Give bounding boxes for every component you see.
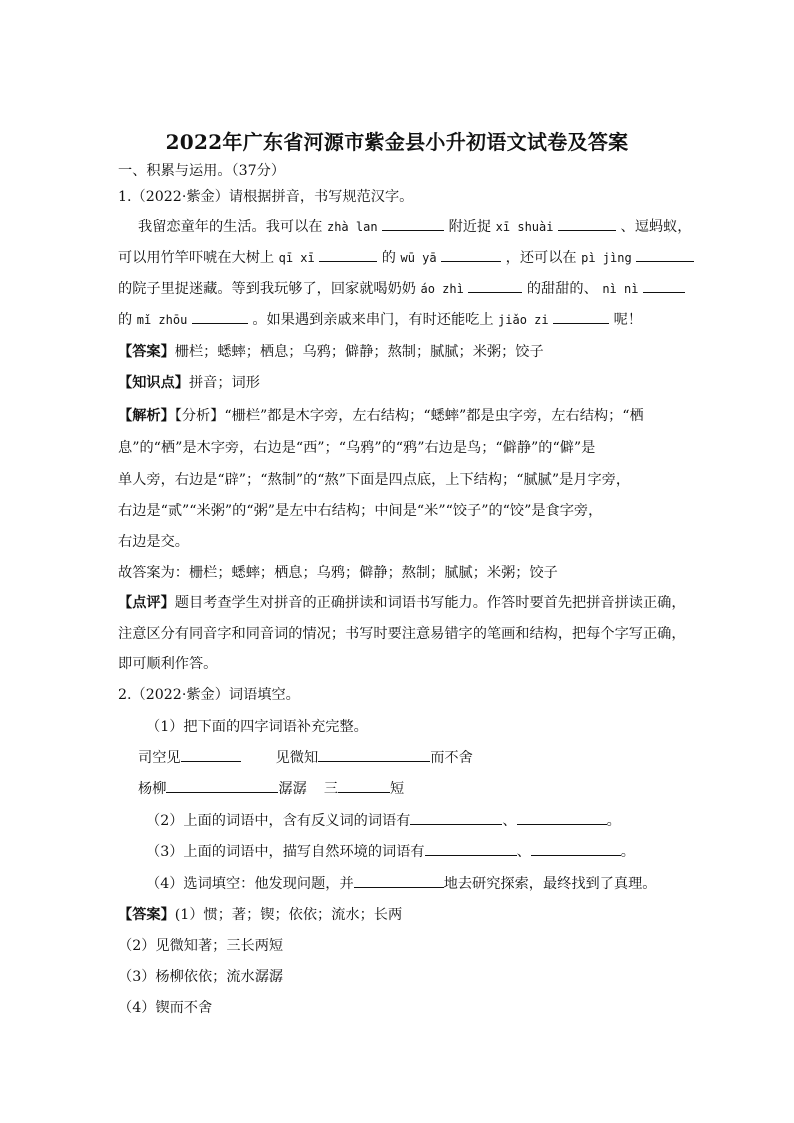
answer-blank[interactable] <box>410 812 502 825</box>
idiom-blank[interactable] <box>318 749 430 762</box>
knowledge-label: 【知识点】 <box>118 375 189 391</box>
pinyin-mizhou: mǐ zhōu <box>136 313 188 327</box>
q1-text: 的 <box>118 312 133 328</box>
sub-question-text: （4）选词填空：他发现问题，并 <box>146 876 354 892</box>
q2-sub-4 <box>146 875 656 893</box>
q1-text: 我留恋童年的生活。我可以在 <box>138 219 323 235</box>
knowledge-text: 拼音；词形 <box>188 375 260 391</box>
idiom-blank[interactable] <box>181 749 241 762</box>
q2-sub-3 <box>146 843 635 861</box>
idiom-blank[interactable] <box>338 780 390 793</box>
q1-text: 的院子里捉迷藏。等到我玩够了，回家就喝奶奶 <box>118 281 416 297</box>
pinyin-jiaozi: jiǎo zi <box>498 313 549 327</box>
blank-nini[interactable] <box>643 280 685 293</box>
answer-label: 【答案】 <box>118 907 175 923</box>
section-heading: 一、积累与运用。（37分） <box>118 163 286 179</box>
analysis-text: 【分析】“栅栏”都是木字旁，左右结构；“蟋蟀”都是虫字旁，左右结构；“栖 <box>174 408 644 424</box>
q2-idiom-row-2 <box>138 780 404 798</box>
q1-analysis-line-4: 右边是“贰”“米粥”的“粥”是左中右结构；中间是“米”“饺子”的“饺”是食字旁， <box>118 503 603 519</box>
period: 。 <box>620 844 635 860</box>
blank-wuya[interactable] <box>441 249 501 262</box>
q1-analysis-line-2: 息”的“栖”是木字旁，右边是“西”；“乌鸦”的“鸦”右边是鸟；“僻静”的“僻”是 <box>118 440 596 456</box>
q1-text: 。如果遇到亲戚来串门，有时还能吃上 <box>252 312 494 328</box>
question-1-stem: 1.（2022·紫金）请根据拼音，书写规范汉字。 <box>118 189 414 205</box>
q1-passage-line-2 <box>118 249 694 267</box>
answer-blank[interactable] <box>425 843 517 856</box>
idiom-suffix: 而不舍 <box>430 750 473 766</box>
pinyin-zhalan: zhà lan <box>326 220 378 234</box>
separator: 、 <box>502 813 517 829</box>
blank-aozhi[interactable] <box>468 280 522 293</box>
q2-answer-1 <box>118 906 402 924</box>
period: 。 <box>606 813 621 829</box>
q1-analysis-line-1 <box>118 407 644 425</box>
q1-text: 可以用竹竿吓唬在大树上 <box>118 250 275 266</box>
blank-xishuai[interactable] <box>558 218 616 231</box>
comment-label: 【点评】 <box>118 595 175 611</box>
answer-blank[interactable] <box>531 843 621 856</box>
q1-analysis-line-5: 右边是交。 <box>118 534 189 550</box>
pinyin-pijing: pì jìng <box>581 251 632 265</box>
sub-question-text: （2）上面的词语中，含有反义词的词语有 <box>146 813 411 829</box>
q2-sub-1: （1）把下面的四字词语补充完整。 <box>146 719 368 735</box>
pinyin-nini: nì nì <box>602 282 639 296</box>
q2-answer-3: （3）杨柳依依；流水潺潺 <box>118 969 284 985</box>
q2-answer-2: （2）见微知著；三长两短 <box>118 938 284 954</box>
idiom-suffix: 潺潺 <box>278 781 307 797</box>
comment-text: 题目考查学生对拼音的正确拼读和词语书写能力。作答时要首先把拼音拼读正确， <box>174 595 686 611</box>
blank-jiaozi[interactable] <box>553 311 609 324</box>
q1-analysis-line-3: 单人旁，右边是“辟”；“熬制”的“熬”下面是四点底，上下结构；“腻腻”是月字旁， <box>118 472 631 488</box>
answer-text: (1）惯；著；锲；依依；流水；长两 <box>174 907 403 923</box>
idiom-prefix: 三 <box>323 781 339 797</box>
q1-text: ，还可以在 <box>505 250 577 266</box>
question-2-stem: 2.（2022·紫金）词语填空。 <box>118 687 300 703</box>
q1-comment-line-1 <box>118 594 686 612</box>
pinyin-xishuai: xī shuài <box>495 220 554 234</box>
separator: 、 <box>516 844 531 860</box>
blank-zhalan[interactable] <box>382 218 444 231</box>
q1-text: 的甜甜的、 <box>526 281 598 297</box>
idiom-prefix: 见微知 <box>275 750 319 766</box>
idiom-prefix: 杨柳 <box>138 781 167 797</box>
answer-text: 栅栏；蟋蟀；栖息；乌鸦；僻静；熬制；腻腻；米粥；饺子 <box>174 344 544 360</box>
q1-text: 、逗蚂蚁， <box>620 219 692 235</box>
pinyin-aozhi: áo zhì <box>420 282 464 296</box>
idiom-prefix: 司空见 <box>138 750 181 766</box>
document-title: 2022年广东省河源市紫金县小升初语文试卷及答案 <box>165 130 629 154</box>
q2-idiom-row-1 <box>138 749 473 767</box>
answer-blank[interactable] <box>517 812 607 825</box>
q1-passage-line-4 <box>118 311 642 329</box>
analysis-label: 【解析】 <box>118 408 175 424</box>
answer-label: 【答案】 <box>118 344 175 360</box>
q1-text: 呢！ <box>613 312 643 328</box>
q1-comment-line-2: 注意区分有同音字和同音词的情况；书写时要注意易错字的笔画和结构，把每个字写正确， <box>118 626 686 642</box>
idiom-suffix: 短 <box>390 781 405 797</box>
q1-comment-line-3: 即可顺利作答。 <box>118 656 218 672</box>
q1-text: 的 <box>381 250 396 266</box>
blank-qixi[interactable] <box>319 249 377 262</box>
q1-answer <box>118 343 544 361</box>
sub-question-text: （3）上面的词语中，描写自然环境的词语有 <box>146 844 425 860</box>
idiom-blank[interactable] <box>166 780 278 793</box>
q1-passage-line-1 <box>138 218 691 236</box>
blank-mizhou[interactable] <box>192 311 248 324</box>
q2-sub-2 <box>146 812 621 830</box>
q2-answer-4: （4）锲而不舍 <box>118 1000 213 1016</box>
blank-pijing[interactable] <box>636 249 694 262</box>
pinyin-qixi: qī xī <box>278 251 315 265</box>
pinyin-wuya: wū yā <box>400 251 437 265</box>
q1-knowledge <box>118 374 260 392</box>
sub-question-text: 地去研究探索，最终找到了真理。 <box>443 876 657 892</box>
answer-blank[interactable] <box>354 875 444 888</box>
q1-final-answer: 故答案为：栅栏；蟋蟀；栖息；乌鸦；僻静；熬制；腻腻；米粥；饺子 <box>118 565 558 581</box>
q1-passage-line-3 <box>118 280 685 298</box>
q1-text: 附近捉 <box>448 219 492 235</box>
